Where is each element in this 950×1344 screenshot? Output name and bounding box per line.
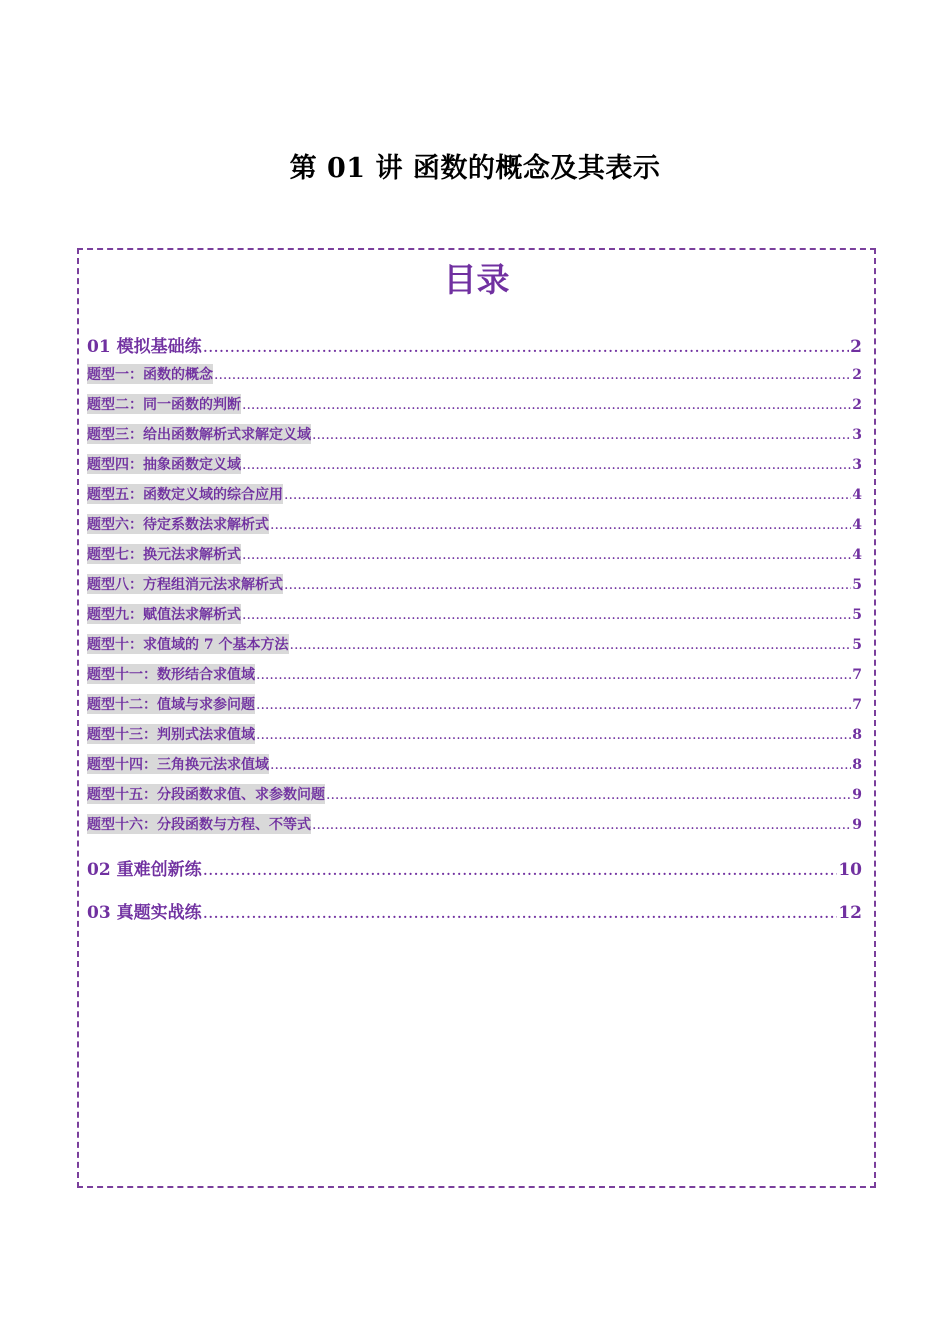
toc-entry-label: 题型十：求值域的 7 个基本方法 (87, 634, 289, 654)
toc-entry-type-12[interactable] (87, 694, 862, 714)
toc-entry-page: 9 (852, 817, 862, 833)
toc-entry-label: 题型四：抽象函数定义域 (87, 454, 241, 474)
toc-entry-page: 2 (852, 367, 862, 383)
toc-entry-page: 9 (852, 787, 862, 803)
toc-entry-section-03[interactable] (87, 898, 862, 923)
dot-leader (326, 787, 851, 803)
toc-entry-label: 题型一：函数的概念 (87, 364, 213, 384)
toc-entry-label: 题型十四：三角换元法求值域 (87, 754, 269, 774)
toc-entry-type-13[interactable] (87, 724, 862, 744)
toc-entry-page: 4 (852, 517, 862, 533)
dot-leader (312, 817, 851, 833)
dot-leader (270, 757, 851, 773)
dot-leader (203, 337, 850, 357)
table-of-contents (77, 248, 876, 1188)
dot-leader (203, 903, 838, 923)
toc-entry-page: 2 (850, 337, 862, 357)
toc-entry-label: 题型八：方程组消元法求解析式 (87, 574, 283, 594)
toc-entry-label: 03 真题实战练 (87, 903, 202, 923)
toc-entry-type-15[interactable] (87, 784, 862, 804)
toc-entry-page: 5 (852, 577, 862, 593)
dot-leader (256, 667, 851, 683)
toc-entry-label: 题型三：给出函数解析式求解定义域 (87, 424, 311, 444)
toc-entry-page: 7 (852, 697, 862, 713)
toc-entry-label: 题型五：函数定义域的综合应用 (87, 484, 283, 504)
toc-entry-label: 题型十五：分段函数求值、求参数问题 (87, 784, 325, 804)
toc-entry-label: 题型十二：值域与求参问题 (87, 694, 255, 714)
toc-entry-type-6[interactable] (87, 514, 862, 534)
toc-entry-page: 8 (852, 727, 862, 743)
toc-entry-page: 12 (838, 903, 862, 923)
dot-leader (290, 637, 852, 653)
dot-leader (284, 577, 851, 593)
toc-entry-page: 8 (852, 757, 862, 773)
toc-entry-section-01[interactable] (87, 332, 862, 357)
toc-entry-type-8[interactable] (87, 574, 862, 594)
dot-leader (284, 487, 851, 503)
dot-leader (242, 457, 851, 473)
toc-entry-type-14[interactable] (87, 754, 862, 774)
toc-entry-page: 3 (852, 457, 862, 473)
toc-entry-page: 2 (852, 397, 862, 413)
toc-entry-label: 题型十六：分段函数与方程、不等式 (87, 814, 311, 834)
dot-leader (256, 697, 851, 713)
toc-entry-type-10[interactable] (87, 634, 862, 654)
toc-entry-label: 题型十三：判别式法求值域 (87, 724, 255, 744)
toc-entry-label: 题型七：换元法求解析式 (87, 544, 241, 564)
dot-leader (312, 427, 851, 443)
toc-entry-type-11[interactable] (87, 664, 862, 684)
toc-entry-label: 02 重难创新练 (87, 860, 202, 880)
toc-entry-page: 5 (852, 607, 862, 623)
dot-leader (242, 547, 851, 563)
toc-entry-label: 题型九：赋值法求解析式 (87, 604, 241, 624)
toc-entry-page: 4 (852, 487, 862, 503)
toc-entry-type-7[interactable] (87, 544, 862, 564)
toc-entry-label: 题型二：同一函数的判断 (87, 394, 241, 414)
dot-leader (242, 397, 851, 413)
toc-entry-label: 题型十一：数形结合求值域 (87, 664, 255, 684)
toc-entry-page: 4 (852, 547, 862, 563)
dot-leader (203, 860, 838, 880)
toc-entry-page: 10 (838, 860, 862, 880)
dot-leader (214, 367, 851, 383)
toc-entry-page: 3 (852, 427, 862, 443)
toc-entry-section-02[interactable] (87, 855, 862, 880)
toc-entry-type-1[interactable] (87, 364, 862, 384)
toc-heading: 目录 (443, 260, 510, 299)
toc-entry-type-4[interactable] (87, 454, 862, 474)
dot-leader (270, 517, 851, 533)
toc-entry-type-2[interactable] (87, 394, 862, 414)
toc-entry-page: 7 (852, 667, 862, 683)
document-title: 第 01 讲 函数的概念及其表示 (289, 153, 661, 184)
dot-leader (242, 607, 851, 623)
toc-entry-page: 5 (852, 637, 862, 653)
toc-entry-label: 01 模拟基础练 (87, 337, 202, 357)
dot-leader (256, 727, 851, 743)
toc-entry-type-3[interactable] (87, 424, 862, 444)
toc-entry-type-16[interactable] (87, 814, 862, 834)
toc-entry-type-5[interactable] (87, 484, 862, 504)
toc-entry-type-9[interactable] (87, 604, 862, 624)
toc-entry-label: 题型六：待定系数法求解析式 (87, 514, 269, 534)
